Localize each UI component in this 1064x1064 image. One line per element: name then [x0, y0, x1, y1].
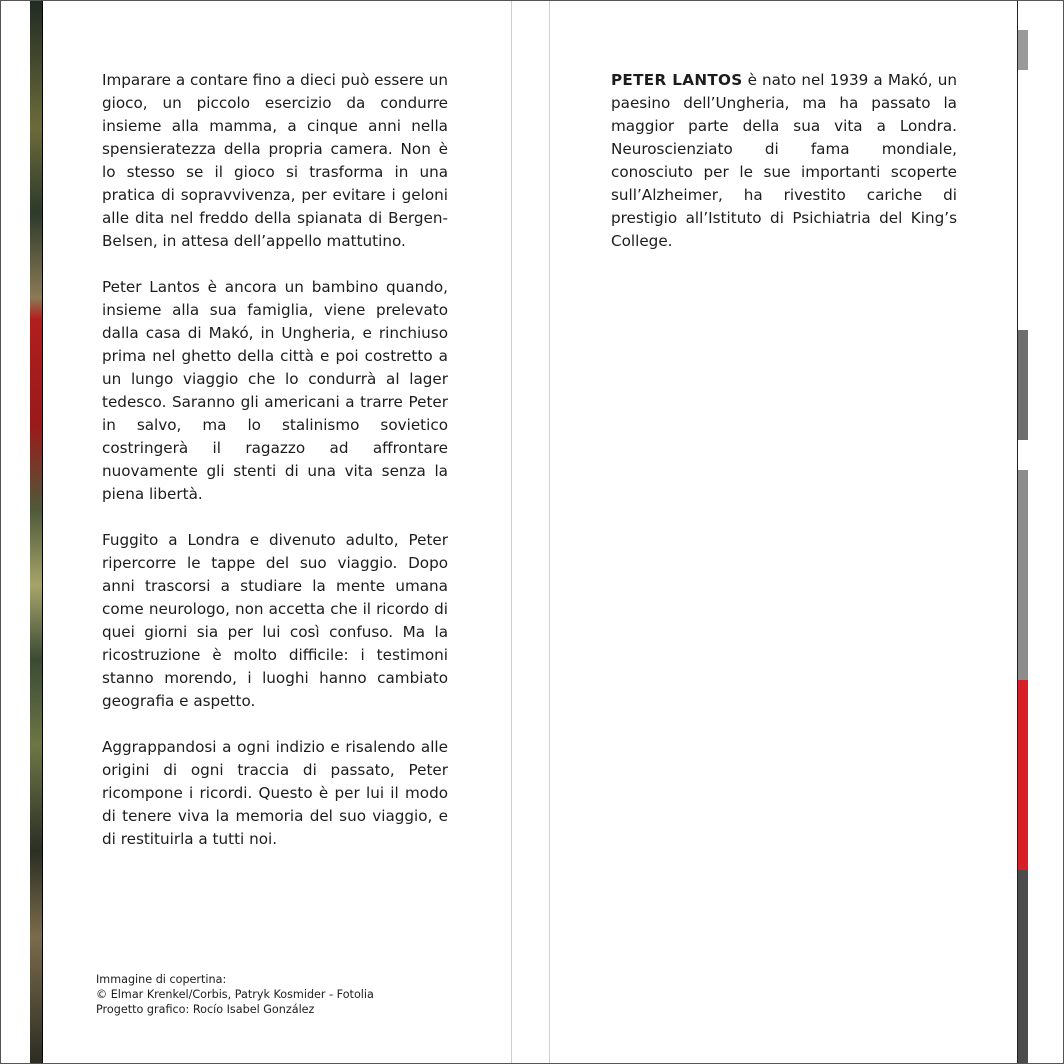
- credits-line: © Elmar Krenkel/Corbis, Patryk Kosmider - Fotolia: [96, 988, 374, 1001]
- synopsis-paragraph: Aggrappandosi a ogni indizio e risalendo alle origini di ogni traccia di passato, Peter ricompone i ricordi. Questo è per lui il modo di tenere viva la memoria del suo viaggio, e di restituirla a tutti noi.: [102, 738, 448, 848]
- credits-line: Immagine di copertina:: [96, 973, 227, 986]
- author-name: PETER LANTOS: [611, 71, 743, 89]
- synopsis-paragraph: Imparare a contare fino a dieci può essere un gioco, un piccolo esercizio da condurre insieme alla mamma, a cinque anni nella spensieratezza della propria camera. Non è lo stesso se il gioco si trasforma in una pratica di sopravvivenza, per evitare i geloni alle dita nel freddo della spianata di Bergen-Belsen, in attesa dell’appello mattutino.: [102, 71, 448, 250]
- author-bio-text: è nato nel 1939 a Makó, un paesino dell’Ungheria, ma ha passato la maggior parte della sua vita a Londra. Neuroscienziato di fama mondiale, conosciuto per le sue importanti scoperte sull’Alzheimer, ha rivestito cariche di prestigio all’Istituto di Psichiatria del King’s College.: [611, 71, 957, 250]
- synopsis-paragraph: Fuggito a Londra e divenuto adulto, Peter ripercorre le tappe del suo viaggio. Dopo anni trascorsi a studiare la mente umana come neurologo, non accetta che il ricordo di quei giorni sia per lui così confuso. Ma la ricostruzione è molto difficile: i testimoni stanno morendo, i luoghi hanno cambiato geografia e aspetto.: [102, 531, 448, 710]
- credits-line: Progetto grafico: Rocío Isabel González: [96, 1003, 315, 1016]
- synopsis-paragraph: Peter Lantos è ancora un bambino quando, insieme alla sua famiglia, viene prelevato dalla casa di Makó, in Ungheria, e rinchiuso prima nel ghetto della città e poi costretto a un lungo viaggio che lo condurrà al lager tedesco. Saranno gli americani a trarre Peter in salvo, ma lo stalinismo sovietico costringerà il ragazzo ad affrontare nuovamente gli stenti di una vita senza la piena libertà.: [102, 278, 448, 503]
